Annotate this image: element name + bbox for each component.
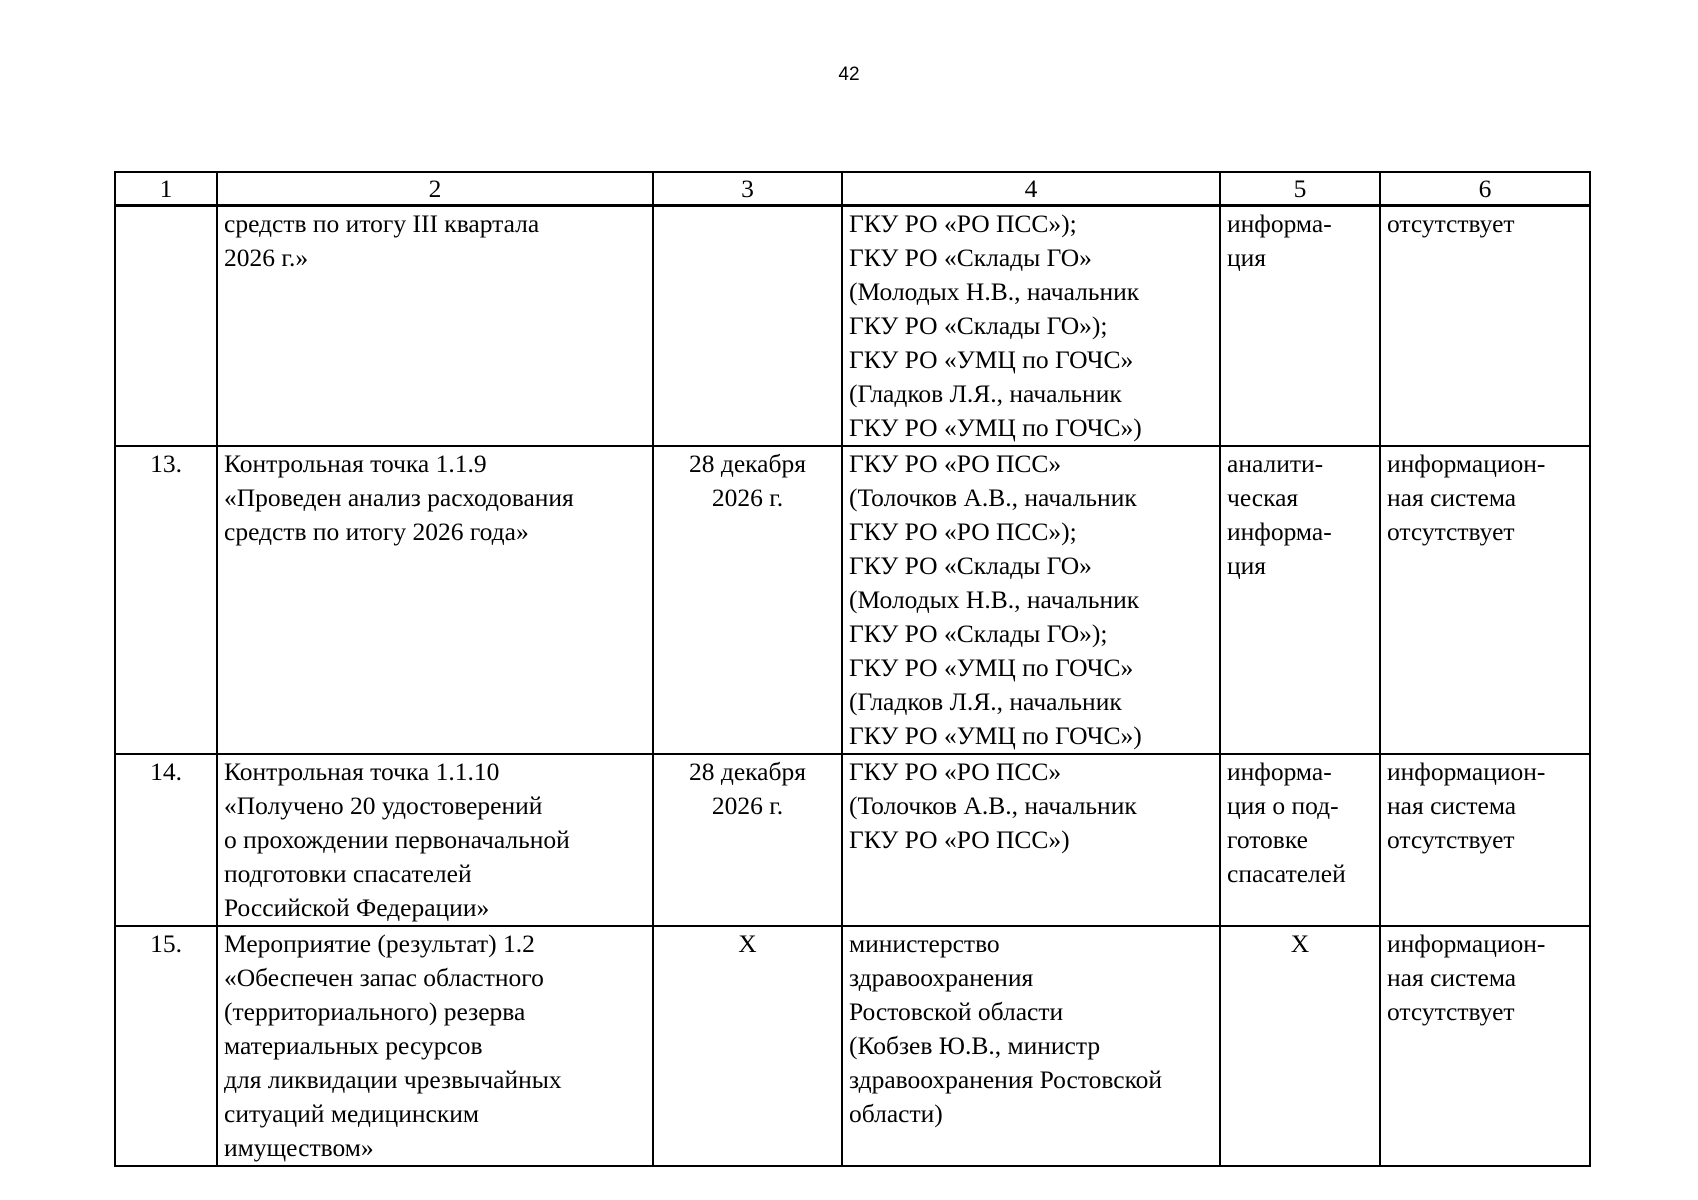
control-points-table	[114, 171, 1591, 1167]
column-header-2: 2	[217, 172, 653, 206]
deadline-cell	[653, 206, 842, 447]
page-number: 42	[838, 64, 860, 85]
column-header-4: 4	[842, 172, 1220, 206]
responsible-cell: ГКУ РО «РО ПСС» (Толочков А.В., начальник ГКУ РО «РО ПСС»)	[842, 754, 1220, 926]
column-header-3: 3	[653, 172, 842, 206]
information-system-cell: информацион- ная система отсутствует	[1380, 926, 1590, 1166]
document-type-cell: Х	[1220, 926, 1380, 1166]
table-row	[115, 446, 1590, 754]
document-type-cell: информа- ция	[1220, 206, 1380, 447]
deadline-cell: 28 декабря 2026 г.	[653, 754, 842, 926]
event-name-cell: средств по итогу III квартала 2026 г.»	[217, 206, 653, 447]
responsible-cell: ГКУ РО «РО ПСС»); ГКУ РО «Склады ГО» (Молодых Н.В., начальник ГКУ РО «Склады ГО»); ГКУ РО «УМЦ по ГОЧС» (Гладков Л.Я., начальник ГКУ РО «УМЦ по ГОЧС»)	[842, 206, 1220, 447]
row-number-cell: 13.	[115, 446, 217, 754]
row-number-cell: 15.	[115, 926, 217, 1166]
row-number-cell	[115, 206, 217, 447]
column-header-1: 1	[115, 172, 217, 206]
table-row	[115, 206, 1590, 447]
information-system-cell: информацион- ная система отсутствует	[1380, 754, 1590, 926]
deadline-cell: 28 декабря 2026 г.	[653, 446, 842, 754]
row-number-cell: 14.	[115, 754, 217, 926]
deadline-cell: Х	[653, 926, 842, 1166]
column-header-5: 5	[1220, 172, 1380, 206]
document-type-cell: информа- ция о под- готовке спасателей	[1220, 754, 1380, 926]
table-row	[115, 926, 1590, 1166]
event-name-cell: Мероприятие (результат) 1.2 «Обеспечен запас областного (территориального) резерва материальных ресурсов для ликвидации чрезвычайных ситуаций медицинским имуществом»	[217, 926, 653, 1166]
table-row	[115, 754, 1590, 926]
document-type-cell: аналити- ческая информа- ция	[1220, 446, 1380, 754]
event-name-cell: Контрольная точка 1.1.10 «Получено 20 удостоверений о прохождении первоначальной подготовки спасателей Российской Федерации»	[217, 754, 653, 926]
header-row	[115, 172, 1590, 206]
column-header-6: 6	[1380, 172, 1590, 206]
event-name-cell: Контрольная точка 1.1.9 «Проведен анализ расходования средств по итогу 2026 года»	[217, 446, 653, 754]
responsible-cell: ГКУ РО «РО ПСС» (Толочков А.В., начальник ГКУ РО «РО ПСС»); ГКУ РО «Склады ГО» (Молодых Н.В., начальник ГКУ РО «Склады ГО»); ГКУ РО «УМЦ по ГОЧС» (Гладков Л.Я., начальник ГКУ РО «УМЦ по ГОЧС»)	[842, 446, 1220, 754]
responsible-cell: министерство здравоохранения Ростовской области (Кобзев Ю.В., министр здравоохранения Ростовской области)	[842, 926, 1220, 1166]
information-system-cell: отсутствует	[1380, 206, 1590, 447]
information-system-cell: информацион- ная система отсутствует	[1380, 446, 1590, 754]
